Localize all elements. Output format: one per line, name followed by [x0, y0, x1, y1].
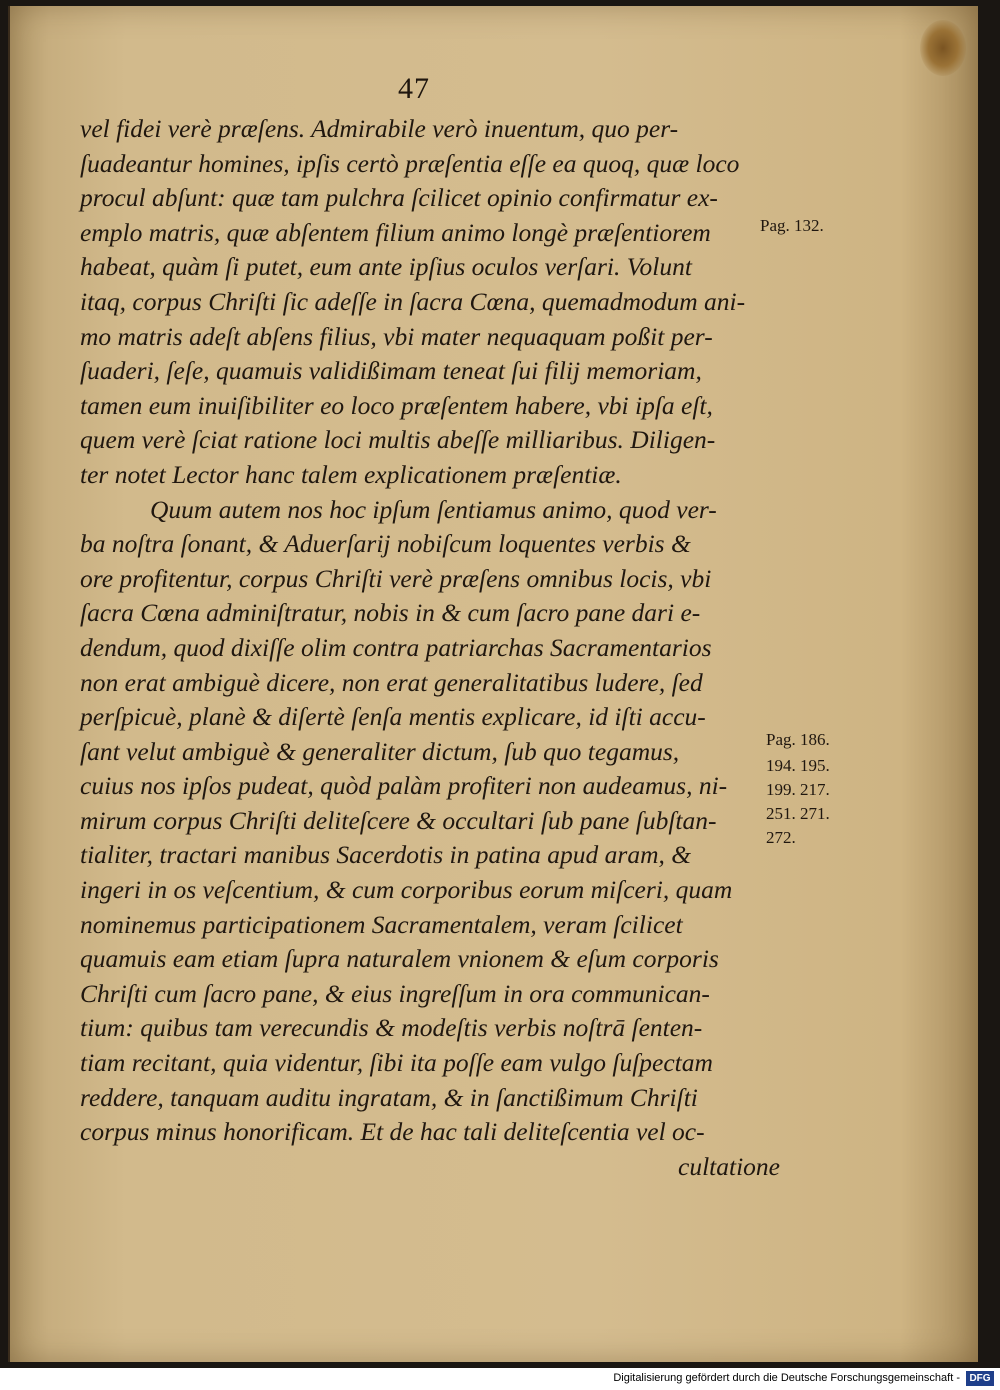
- dfg-logo: DFG: [966, 1371, 994, 1386]
- page-stain: [920, 20, 966, 76]
- text-line: quem verè ſciat ratione loci multis abeſſe milliaribus. Diligen-: [80, 425, 716, 455]
- text-line: quamuis eam etiam ſupra naturalem vnionem & eſum corporis: [80, 944, 719, 974]
- text-line: emplo matris, quæ abſentem filium animo longè præſentiorem: [80, 217, 711, 247]
- text-line: tialiter, tractari manibus Sacerdotis in patina apud aram, &: [80, 840, 692, 870]
- margin-note-page-ref: Pag. 186.: [766, 730, 830, 749]
- text-line: ingeri in os veſcentium, & cum corporibus eorum miſceri, quam: [80, 875, 733, 905]
- margin-note-page-ref: 251. 271.: [766, 804, 830, 823]
- text-line: vel fidei verè præſens. Admirabile verò inuentum, quo per-: [80, 114, 679, 143]
- text-line: tium: quibus tam verecundis & modeſtis verbis noſtrā ſenten-: [80, 1013, 703, 1043]
- text-line: tamen eum inuiſibiliter eo loco præſentem habere, vbi ipſa eſt,: [80, 390, 713, 420]
- text-line: perſpicuè, planè & diſertè ſenſa mentis explicare, id iſti accu-: [80, 702, 706, 732]
- text-line: nominemus participationem Sacramentalem, veram ſcilicet: [80, 909, 683, 939]
- text-line: reddere, tanquam auditu ingratam, & in ſanctißimum Chriſti: [80, 1082, 698, 1112]
- margin-note-page-ref: 272.: [766, 828, 796, 847]
- text-line: itaq, corpus Chriſti ſic adeſſe in ſacra Cœna, quemadmodum ani-: [80, 286, 746, 316]
- text-line: corpus minus honorificam. Et de hac tali deliteſcentia vel oc-: [80, 1117, 705, 1147]
- text-line: tiam recitant, quia videntur, ſibi ita poſſe eam vulgo ſuſpectam: [80, 1048, 713, 1078]
- page-number: 47: [398, 72, 430, 105]
- text-line: cuius nos ipſos pudeat, quòd palàm profiteri non audeamus, ni-: [80, 771, 728, 801]
- catchword: cultatione: [678, 1151, 780, 1181]
- main-text: [80, 112, 780, 1184]
- funding-credit: Digitalisierung gefördert durch die Deutsche Forschungsgemeinschaft -: [613, 1372, 960, 1384]
- text-line: ſuaderi, ſeſe, quamuis validißimam teneat ſui filij memoriam,: [80, 356, 702, 386]
- text-line: mo matris adeſt abſens filius, vbi mater nequaquam poßit per-: [80, 321, 713, 351]
- margin-note-page-ref: 199. 217.: [766, 780, 830, 799]
- text-line: ba noſtra ſonant, & Aduerſarij nobiſcum loquentes verbis &: [80, 529, 691, 559]
- margin-note-page-ref: Pag. 132.: [760, 216, 824, 235]
- margin-note-page-ref: 194. 195.: [766, 756, 830, 775]
- text-line: ſacra Cœna adminiſtratur, nobis in & cum ſacro pane dari e-: [80, 598, 701, 628]
- text-line: ſant velut ambiguè & generaliter dictum, ſub quo tegamus,: [80, 736, 680, 766]
- paragraph-start-line: Quum autem nos hoc ipſum ſentiamus animo, quod ver-: [150, 494, 717, 524]
- text-line: procul abſunt: quæ tam pulchra ſcilicet opinio confirmatur ex-: [80, 183, 718, 213]
- text-line: Chriſti cum ſacro pane, & eius ingreſſum in ora communican-: [80, 978, 710, 1008]
- text-line: dendum, quod dixiſſe olim contra patriarchas Sacramentarios: [80, 632, 712, 662]
- text-line: ore profitentur, corpus Chriſti verè præſens omnibus locis, vbi: [80, 563, 712, 593]
- text-line: habeat, quàm ſi putet, eum ante ipſius oculos verſari. Volunt: [80, 252, 692, 282]
- text-line: ter notet Lector hanc talem explicationem præſentiæ.: [80, 459, 622, 489]
- text-line: mirum corpus Chriſti deliteſcere & occultari ſub pane ſubſtan-: [80, 805, 717, 835]
- text-line: ſuadeantur homines, ipſis certò præſentia eſſe ea quoq, quæ loco: [80, 148, 740, 178]
- text-line: non erat ambiguè dicere, non erat generalitatibus ludere, ſed: [80, 667, 703, 697]
